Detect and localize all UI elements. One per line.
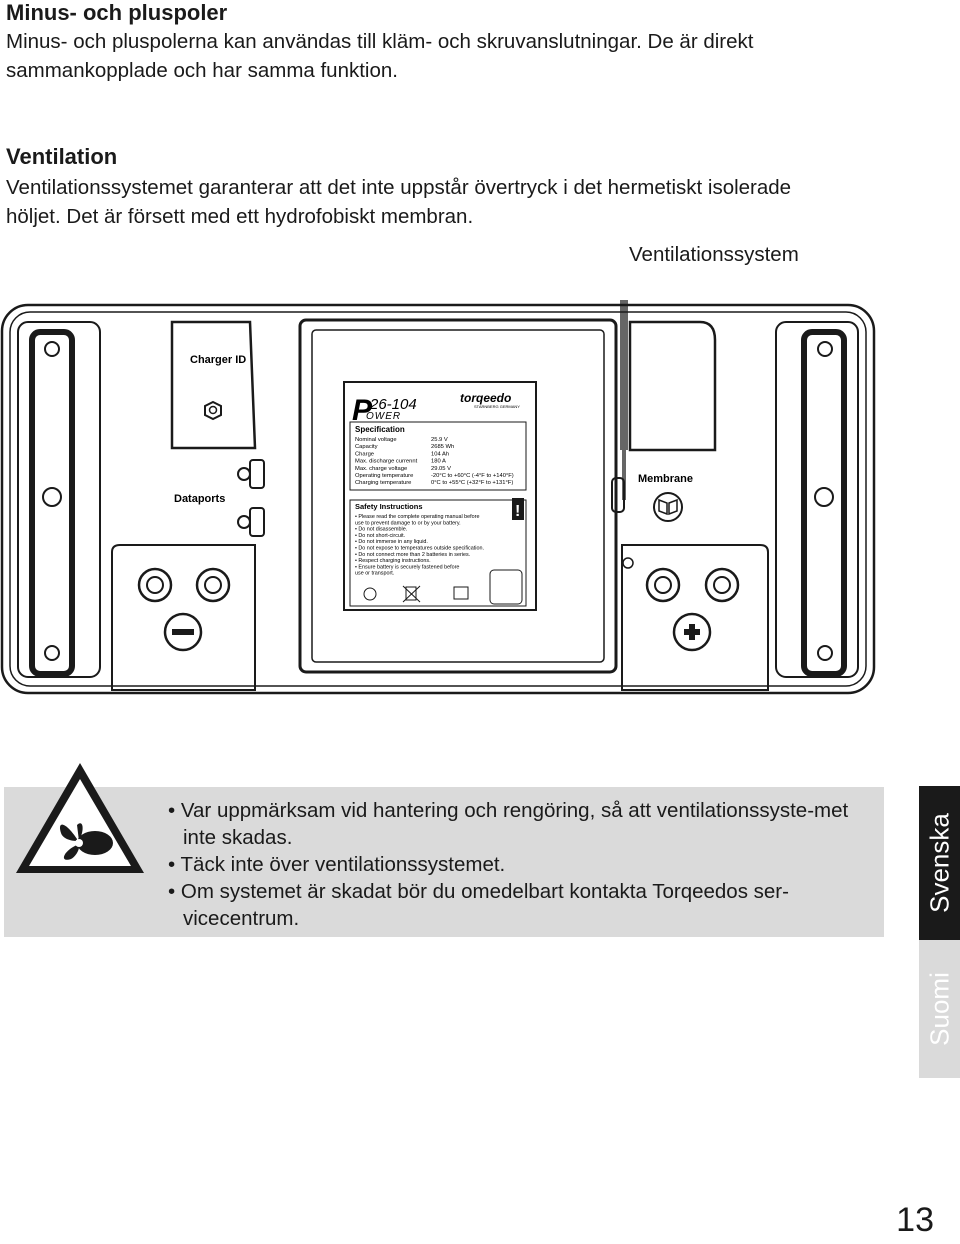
ventilation-line-1: Ventilationssystemet garanterar att det inte uppstår övertryck i det hermetiskt isolerade — [6, 176, 792, 199]
membrane-label: Membrane — [638, 473, 694, 485]
dataport-1 — [238, 460, 264, 488]
warning-item: • Var uppmärksam vid hantering och rengöring, så att ventilationssyste-met inte skadas. — [168, 797, 873, 851]
plate-model: 26-104 — [370, 396, 417, 413]
safety-title: Safety Instructions — [355, 502, 423, 511]
warning-item: • Om systemet är skadat bör du omedelbart kontakta Torqeedos ser-vicecentrum. — [168, 878, 873, 932]
minus-pole — [139, 569, 229, 650]
spec-value: 180 A — [431, 458, 446, 465]
poles-line-1: Minus- och pluspolerna kan användas till kläm- och skruvanslutningar. De är direkt — [6, 30, 754, 53]
spec-value: 29.05 V — [431, 465, 451, 472]
plate-model-sub: OWER — [366, 411, 402, 422]
plus-symbol-icon — [684, 624, 700, 640]
plate-brand: torqeedo — [460, 391, 512, 405]
plate-model-p: P — [352, 394, 373, 427]
ventilation-line-2: höljet. Det är försett med ett hydrofobiskt membran. — [6, 205, 474, 228]
spec-value: 25.9 V — [431, 437, 448, 443]
spec-key: Capacity — [355, 444, 378, 451]
safety-item: • Do not short-circuit. — [355, 532, 406, 539]
warning-list — [168, 797, 873, 932]
right-handle — [776, 322, 858, 677]
battery-diagram — [0, 300, 960, 700]
plus-pole — [647, 569, 738, 650]
page-number: 13 — [896, 1201, 934, 1239]
safety-item: use or transport. — [355, 570, 395, 577]
callout-line — [620, 300, 628, 450]
safety-item: • Do not disassemble. — [355, 526, 408, 533]
spec-key: Max. charge voltage — [355, 465, 408, 472]
charger-id-label: Charger ID — [190, 354, 247, 366]
tab-suomi-label: Suomi — [924, 972, 954, 1046]
charger-id-nut — [205, 402, 221, 419]
safety-item: • Respect charging instructions. — [355, 558, 431, 565]
spec-key: Nominal voltage — [355, 437, 397, 443]
tab-suomi[interactable] — [919, 940, 960, 1078]
caution-mark-icon: ! — [515, 503, 521, 520]
safety-item: • Do not expose to temperatures outside specification. — [355, 545, 484, 552]
tab-svenska[interactable] — [919, 786, 960, 940]
safety-item: • Do not immerse in any liquid. — [355, 539, 428, 546]
spec-key: Operating temperature — [355, 473, 414, 479]
tab-svenska-label: Svenska — [924, 813, 954, 913]
spec-key: Charge — [355, 451, 375, 458]
spec-value: 2685 Wh — [431, 444, 455, 451]
heading-poles: Minus- och pluspoler — [6, 0, 228, 25]
warning-triangle-icon — [13, 759, 147, 877]
dataports-label: Dataports — [174, 493, 226, 505]
poles-line-2: sammankopplade och har samma funktion. — [6, 59, 398, 82]
spec-label-plate — [344, 382, 536, 610]
minus-symbol-icon — [172, 629, 194, 635]
safety-item: • Ensure battery is securely fastened before — [355, 564, 460, 571]
plate-brand-sub: STARNBERG GERMANY — [474, 404, 520, 409]
spec-title: Specification — [355, 425, 405, 434]
safety-item: • Please read the complete operating manual before — [355, 514, 480, 520]
dataport-2 — [238, 508, 264, 536]
heading-ventilation: Ventilation — [6, 144, 118, 169]
safety-item: • Do not connect more than 2 batteries in series. — [355, 551, 471, 558]
read-manual-icon — [654, 493, 682, 521]
left-handle — [18, 322, 100, 677]
spec-value: -20°C to +60°C (-4°F to +140°F) — [431, 473, 514, 479]
figure-callout: Ventilationssystem — [629, 243, 799, 266]
warning-item: • Täck inte över ventilationssystemet. — [168, 851, 873, 878]
spec-value: 104 Ah — [431, 451, 450, 458]
warning-box — [4, 787, 884, 937]
spec-key: Max. discharge currennt — [355, 458, 418, 465]
safety-item: use to prevent damage to or by your battery. — [355, 520, 461, 527]
spec-value: 0°C to +55°C (+32°F to +131°F) — [431, 480, 514, 487]
spec-key: Charging temperature — [355, 480, 412, 487]
